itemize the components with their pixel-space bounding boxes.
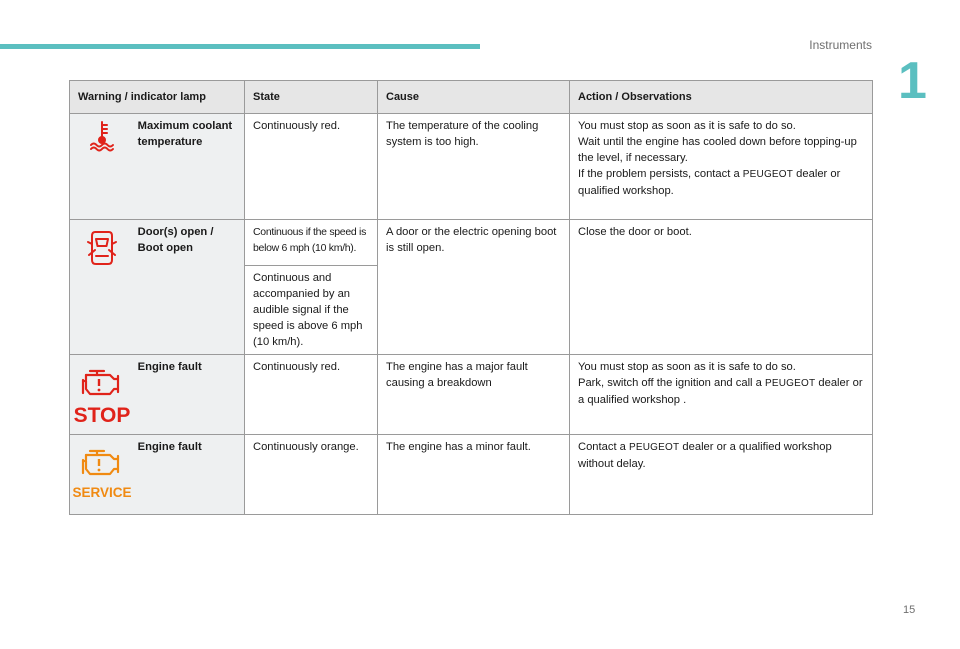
service-badge: SERVICE <box>72 485 132 500</box>
coolant-temperature-icon <box>85 118 119 152</box>
engine-stop-action-2-text: Park, switch off the ignition and call a <box>578 377 765 389</box>
chapter-number: 1 <box>898 52 927 110</box>
table-row <box>70 435 873 515</box>
coolant-action-2: Wait until the engine has cooled down before topping-up the level, if necessary. <box>578 136 857 164</box>
door-cause: A door or the electric opening boot is still open. <box>378 220 570 355</box>
engine-fault-icon <box>72 439 132 509</box>
section-title: Instruments <box>809 38 872 52</box>
header-action: Action / Observations <box>570 81 873 114</box>
engine-fault-icon <box>72 359 132 429</box>
header-cause: Cause <box>378 81 570 114</box>
coolant-cause: The temperature of the cooling system is too high. <box>378 114 570 220</box>
engine-stop-action-2 <box>578 375 864 408</box>
engine-stop-action-1: You must stop as soon as it is safe to do so. <box>578 361 796 373</box>
engine-service-icon-cell <box>70 435 134 515</box>
coolant-state: Continuously red. <box>245 114 378 220</box>
header-accent-bar <box>0 44 480 49</box>
coolant-action-3-end: dealer or qualified workshop. <box>578 168 841 197</box>
coolant-action-3 <box>578 166 864 199</box>
coolant-action-1: You must stop as soon as it is safe to do so. <box>578 120 796 132</box>
door-icon-cell <box>70 220 134 355</box>
table-header-row <box>70 81 873 114</box>
engine-service-lamp-name: Engine fault <box>134 435 245 515</box>
engine-stop-action <box>570 355 873 435</box>
engine-stop-state: Continuously red. <box>245 355 378 435</box>
engine-stop-lamp-name: Engine fault <box>134 355 245 435</box>
door-state-2: Continuous and accompanied by an audible signal if the speed is above 6 mph (10 km/h). <box>245 266 378 355</box>
stop-badge: STOP <box>73 404 131 427</box>
door-action: Close the door or boot. <box>570 220 873 355</box>
header-warning-lamp: Warning / indicator lamp <box>70 81 245 114</box>
door-open-icon <box>85 228 119 268</box>
table-row <box>70 114 873 220</box>
engine-stop-icon-cell <box>70 355 134 435</box>
coolant-icon-cell <box>70 114 134 220</box>
brand-name: PEUGEOT <box>742 169 794 180</box>
header-state: State <box>245 81 378 114</box>
coolant-lamp-name: Maximum coolant temperature <box>134 114 245 220</box>
engine-service-state: Continuously orange. <box>245 435 378 515</box>
engine-service-action-text: Contact a <box>578 441 629 453</box>
brand-name: PEUGEOT <box>629 442 680 453</box>
engine-service-action <box>570 435 873 515</box>
brand-name: PEUGEOT <box>764 378 816 389</box>
engine-stop-action-2-end: dealer or a qualified workshop . <box>578 377 863 406</box>
door-lamp-name: Door(s) open / Boot open <box>134 220 245 355</box>
page-number: 15 <box>903 604 916 616</box>
engine-service-action-end: dealer or a qualified workshop without delay. <box>578 441 832 470</box>
engine-service-cause: The engine has a minor fault. <box>378 435 570 515</box>
coolant-action-3-text: If the problem persists, contact a <box>578 168 743 180</box>
coolant-action <box>570 114 873 220</box>
door-state-1: Continuous if the speed is below 6 mph (10 km/h). <box>245 220 378 266</box>
table-row <box>70 355 873 435</box>
warning-lamp-table <box>69 80 873 515</box>
table-row <box>70 220 873 266</box>
engine-stop-cause: The engine has a major fault causing a breakdown <box>378 355 570 435</box>
